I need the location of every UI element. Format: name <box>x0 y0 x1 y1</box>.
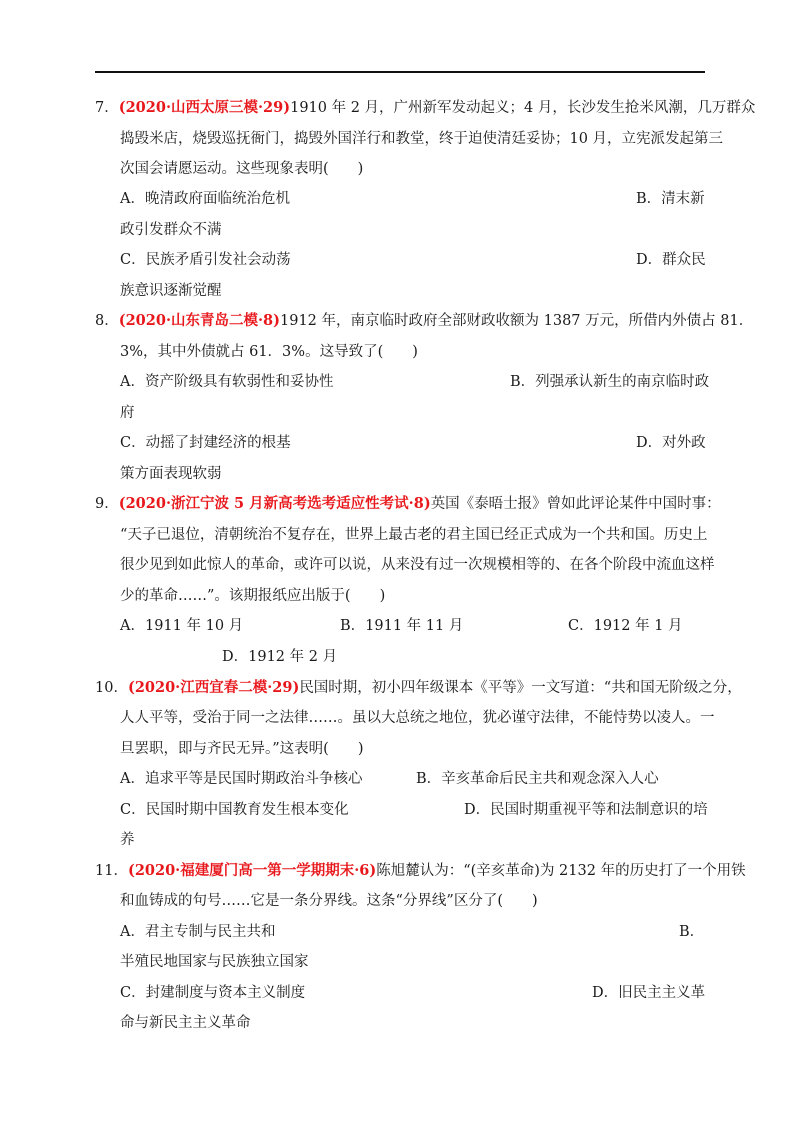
question-10-stem-line-1 <box>95 678 742 698</box>
question-7-option-d-cont: 族意识逐渐觉醒 <box>120 283 222 299</box>
question-11-option-b-cont: 半殖民地国家与民族独立国家 <box>120 954 309 970</box>
question-9-stem-line-3: 很少见到如此惊人的革命，或许可以说，从来没有过一次规模相等的、在各个阶段中流血这样 <box>120 557 715 573</box>
question-11-stem-line-2: 和血铸成的句号……它是一条分界线。这条“分界线”区分了( ) <box>120 893 538 909</box>
question-source: (2020·浙江宁波 5 月新高考选考适应性考试·8) <box>118 495 431 512</box>
question-source: (2020·江西宜春二模·29) <box>127 679 300 696</box>
question-7-option-a[interactable]: A．晚清政府面临统治危机 <box>120 191 290 207</box>
question-10-option-b[interactable]: B．辛亥革命后民主共和观念深入人心 <box>416 771 659 787</box>
question-10-option-d-cont: 养 <box>120 832 135 848</box>
question-8-stem-line-1 <box>95 311 753 331</box>
question-7-stem-line-1 <box>95 98 755 118</box>
question-9-option-c[interactable]: C．1912 年 1 月 <box>568 618 683 634</box>
question-number: 8． <box>95 313 119 329</box>
question-11-option-b[interactable]: B． <box>679 924 705 940</box>
question-8-option-b-cont: 府 <box>120 405 135 421</box>
question-9-stem-line-2: “天子已退位，清朝统治不复存在，世界上最古老的君主国已经正式成为一个共和国。历史上 <box>120 527 708 543</box>
question-7-option-d[interactable]: D．群众民 <box>636 252 706 268</box>
question-10-option-d[interactable]: D．民国时期重视平等和法制意识的培 <box>464 802 708 818</box>
question-10-option-a[interactable]: A．追求平等是民国时期政治斗争核心 <box>120 771 363 787</box>
question-7-stem-line-3: 次国会请愿运动。这些现象表明( ) <box>120 161 364 177</box>
stem-text: 英国《泰晤士报》曾如此评论某件中国时事： <box>430 496 721 512</box>
stem-text: 1912 年，南京临时政府全部财政收额为 1387 万元，所借内外债占 81． <box>280 313 754 329</box>
question-number: 7． <box>95 100 119 116</box>
question-8-stem-line-2: 3%，其中外债就占 61．3%。这导致了( ) <box>120 344 418 360</box>
question-11-option-a[interactable]: A．君主专制与民主共和 <box>120 924 276 940</box>
question-8-option-d[interactable]: D．对外政 <box>636 435 706 451</box>
question-11-option-d[interactable]: D．旧民主主义革 <box>592 985 706 1001</box>
question-10-stem-line-2: 人人平等，受治于同一之法律……。虽以大总统之地位，犹必谨守法律，不能恃势以凌人。一 <box>120 710 715 726</box>
question-source: (2020·山东青岛二模·8) <box>118 312 280 329</box>
question-9-option-b[interactable]: B．1911 年 11 月 <box>340 618 464 634</box>
stem-text: 陈旭麓认为：“(辛亥革命)为 2132 年的历史打了一个用铁 <box>376 863 746 879</box>
question-9-option-d[interactable]: D．1912 年 2 月 <box>222 649 338 665</box>
question-11-option-d-cont: 命与新民主主义革命 <box>120 1015 251 1031</box>
question-number: 11． <box>95 863 128 879</box>
question-7-stem-line-2: 捣毁米店，烧毁巡抚衙门，捣毁外国洋行和教堂，终于迫使清廷妥协；10 月，立宪派发起第三 <box>120 131 724 147</box>
question-8-option-a[interactable]: A．资产阶级具有软弱性和妥协性 <box>120 374 334 390</box>
question-7-option-b-cont: 政引发群众不满 <box>120 222 222 238</box>
question-11-stem-line-1 <box>95 861 746 881</box>
question-8-option-b[interactable]: B．列强承认新生的南京临时政 <box>510 374 710 390</box>
question-11-option-c[interactable]: C．封建制度与资本主义制度 <box>120 985 306 1001</box>
question-number: 10． <box>95 680 128 696</box>
question-8-option-c[interactable]: C．动摇了封建经济的根基 <box>120 435 291 451</box>
question-9-stem-line-4: 少的革命……”。该期报纸应出版于( ) <box>120 588 386 604</box>
question-9-option-a[interactable]: A．1911 年 10 月 <box>120 618 244 634</box>
question-source: (2020·山西太原三模·29) <box>118 99 291 116</box>
question-10-stem-line-3: 旦罢职，即与齐民无异。”这表明( ) <box>120 741 364 757</box>
question-7-option-c[interactable]: C．民族矛盾引发社会动荡 <box>120 252 291 268</box>
question-9-stem-line-1 <box>95 494 721 514</box>
stem-text: 1910 年 2 月，广州新军发动起义；4 月，长沙发生抢米风潮，几万群众 <box>290 100 756 116</box>
question-number: 9． <box>95 496 119 512</box>
question-8-option-d-cont: 策方面表现软弱 <box>120 466 222 482</box>
header-rule <box>95 71 705 73</box>
question-7-option-b[interactable]: B．清末新 <box>636 191 705 207</box>
question-10-option-c[interactable]: C．民国时期中国教育发生根本变化 <box>120 802 349 818</box>
stem-text: 民国时期，初小四年级课本《平等》一文写道：“共和国无阶级之分， <box>299 680 742 696</box>
question-source: (2020·福建厦门高一第一学期期末·6) <box>127 862 377 879</box>
